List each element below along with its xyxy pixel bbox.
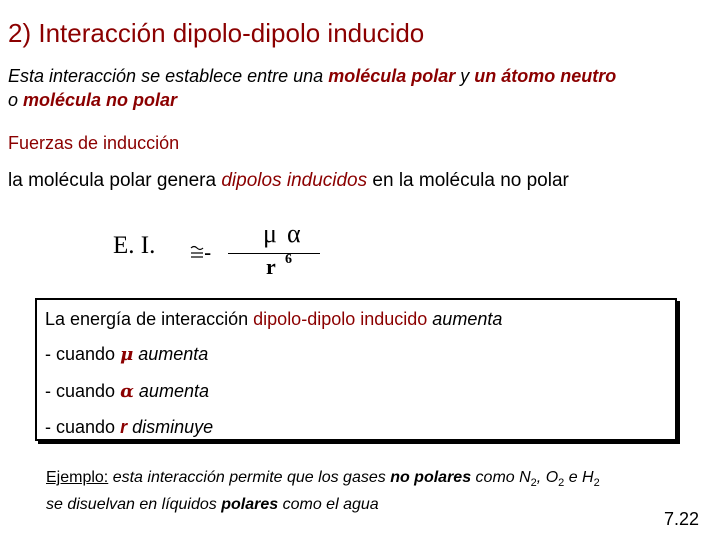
- box-text: - cuando: [45, 417, 121, 437]
- intro-line-1: [8, 64, 616, 88]
- section-subtitle: Fuerzas de inducción: [8, 133, 180, 153]
- box-text: aumenta: [427, 309, 503, 329]
- example-label: Ejemplo:: [46, 469, 109, 486]
- induced-dipole-term: dipolo-dipolo inducido: [253, 309, 428, 329]
- box-text: aumenta: [133, 344, 209, 364]
- induction-text: la molécula polar genera: [8, 170, 222, 191]
- energy-summary-box: [35, 298, 677, 441]
- formula-denominator: r: [266, 254, 276, 279]
- page-number: 7.22: [664, 509, 700, 529]
- formula-numerator: μα: [263, 219, 311, 248]
- box-line-2: [45, 344, 208, 365]
- example-paragraph: [46, 467, 600, 515]
- box-text: - cuando: [45, 381, 121, 401]
- mu-symbol: μ: [120, 344, 134, 365]
- subscript: 2: [558, 477, 565, 490]
- example-text: , O: [536, 469, 559, 486]
- box-line-4: [45, 417, 213, 438]
- intro-text: y: [455, 66, 475, 86]
- slide-title: 2) Interacción dipolo-dipolo inducido: [8, 18, 425, 48]
- intro-text: o: [8, 90, 24, 110]
- alpha-symbol: α: [120, 381, 134, 402]
- intro-line-2: [8, 88, 616, 112]
- example-line-2: [46, 494, 600, 515]
- example-text: e H: [564, 469, 594, 486]
- induction-text: en la molécula no polar: [367, 170, 569, 191]
- induction-sentence: [8, 170, 569, 192]
- box-text: aumenta: [133, 381, 209, 401]
- approx-equal-icon: [190, 244, 204, 265]
- polar-liquids-term: polares: [221, 496, 279, 514]
- r-symbol: r: [120, 417, 128, 437]
- induced-dipoles-term: dipolos inducidos: [221, 170, 368, 191]
- formula-exponent: 6: [285, 252, 292, 267]
- intro-paragraph: [8, 64, 616, 112]
- example-text: se disuelvan en líquidos: [46, 496, 222, 514]
- box-line-1: [45, 309, 502, 330]
- box-line-3: [45, 381, 209, 402]
- polar-molecule-term: molécula polar: [328, 66, 456, 86]
- nonpolar-molecule-term: molécula no polar: [23, 90, 178, 110]
- neutral-atom-term: un átomo neutro: [474, 66, 617, 86]
- box-text: disminuye: [127, 417, 214, 437]
- example-text: como N: [471, 469, 531, 486]
- subscript: 2: [593, 477, 600, 490]
- subscript: 2: [530, 477, 537, 490]
- example-text: como el agua: [278, 496, 379, 514]
- example-line-1: [46, 467, 600, 494]
- formula-minus: -: [204, 240, 212, 265]
- formula-lhs: E. I.: [113, 232, 156, 259]
- nonpolar-gases-term: no polares: [390, 469, 472, 486]
- box-text: La energía de interacción: [45, 309, 254, 329]
- example-text: esta interacción permite que los gases: [108, 469, 391, 486]
- intro-text: Esta interacción se establece entre una: [8, 66, 329, 86]
- box-text: - cuando: [45, 344, 121, 364]
